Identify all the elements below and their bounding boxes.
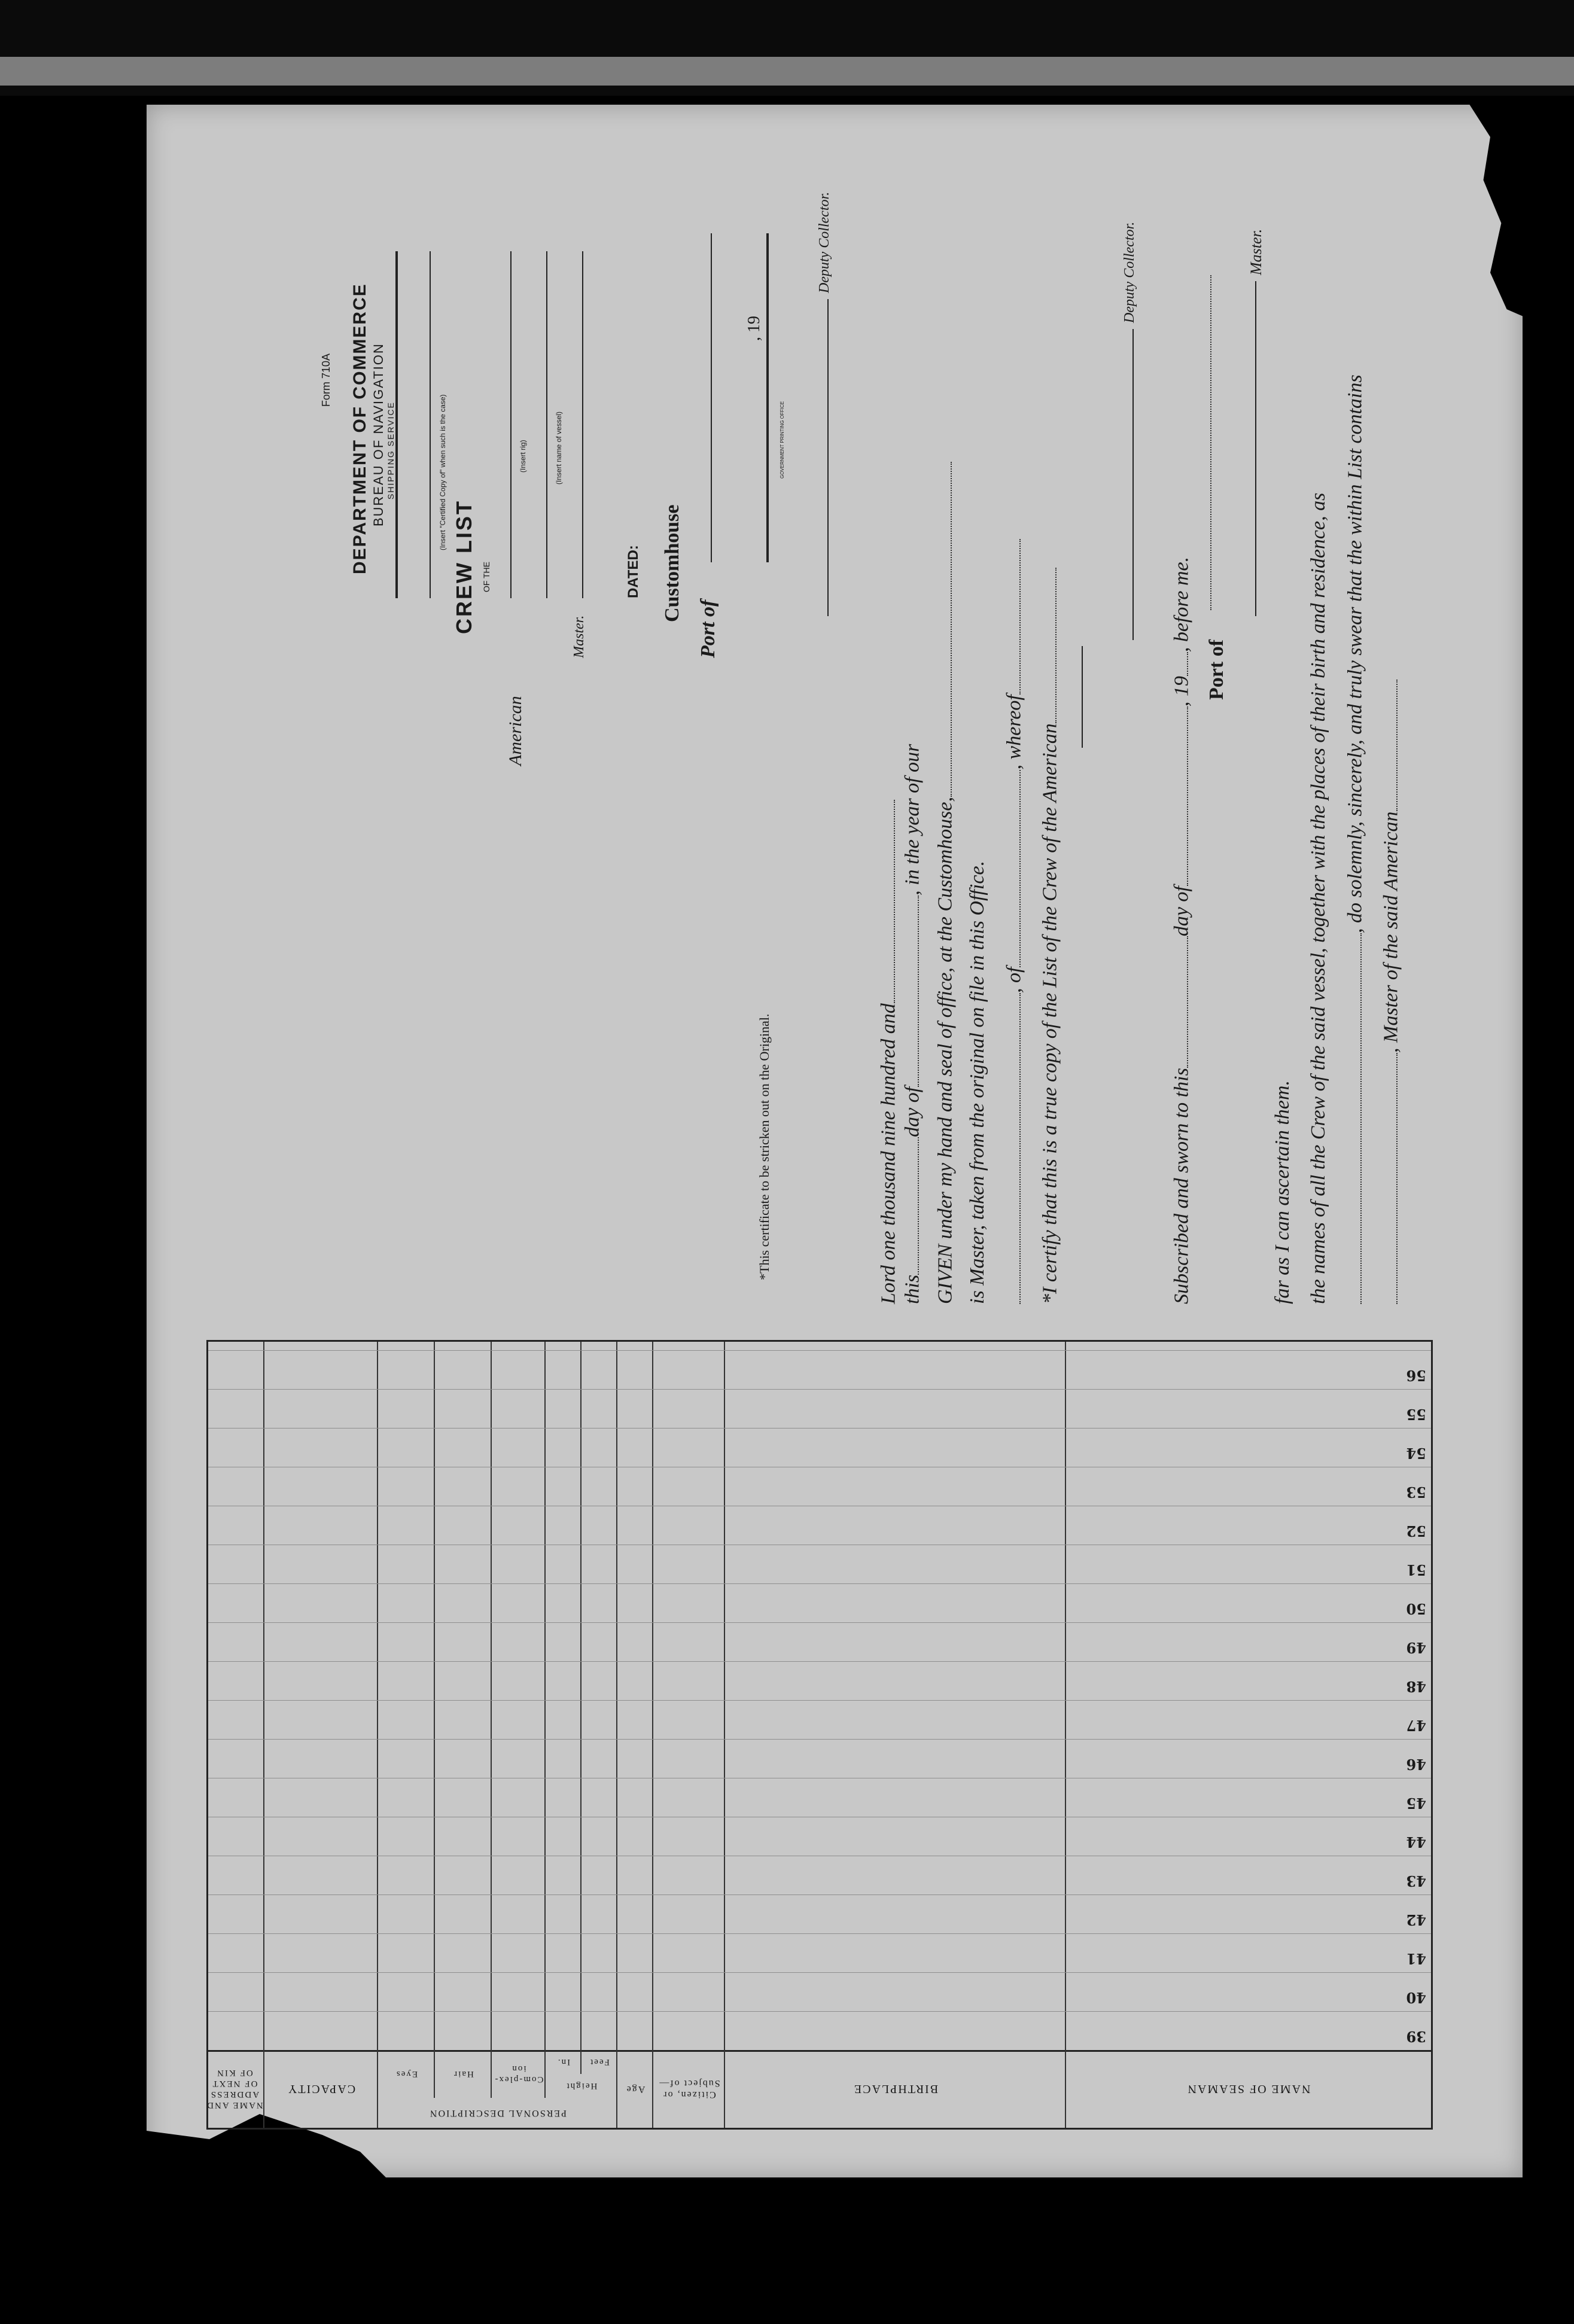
table-row <box>208 1583 1431 1622</box>
row-number: 40 <box>1406 1989 1426 2006</box>
label-port-of: Port of <box>697 599 719 658</box>
deputy-collector-label: Deputy Collector. <box>1122 221 1137 323</box>
lord-line: Lord one thousand nine hundred and <box>876 800 900 1304</box>
rotated-document <box>147 105 1523 2177</box>
row-number: 49 <box>1406 1639 1426 1656</box>
header-hair: Hair <box>453 2069 474 2079</box>
deputy-collector-label-2: Deputy Collector. <box>817 191 832 293</box>
oath-block <box>876 138 1415 1304</box>
row-number: 52 <box>1406 1522 1426 1540</box>
table-row <box>208 1856 1431 1894</box>
port-of-label: Port of <box>1205 639 1228 700</box>
row-number: 39 <box>1406 2028 1426 2045</box>
rig-note: (Insert rig) <box>519 440 527 473</box>
table-row <box>208 1350 1431 1389</box>
oath-line-2: , do solemnly, sincerely, and truly swear that the within List contains <box>1343 374 1367 1304</box>
certified-note: (Insert "Certified Copy of" when such is the case) <box>439 394 447 550</box>
row-number: 41 <box>1406 1950 1426 1967</box>
row-number: 42 <box>1406 1911 1426 1929</box>
scanner-edge <box>0 57 1574 86</box>
header-birthplace: BIRTHPLACE <box>853 2082 939 2095</box>
header-age: Age <box>625 2084 646 2094</box>
is-master-line: is Master, taken from the original on file in this Office. <box>966 860 988 1304</box>
port-of-blank <box>1210 275 1211 610</box>
deputy-signature-line-2 <box>827 299 829 616</box>
table-row <box>208 1700 1431 1739</box>
crew-table <box>206 1340 1433 2130</box>
table-row <box>208 1622 1431 1661</box>
lord-block <box>637 138 900 1304</box>
dated-label: DATED: <box>625 545 641 598</box>
separator-line <box>1082 646 1083 748</box>
row-number: 56 <box>1406 1367 1426 1384</box>
given-line: GIVEN under my hand and seal of office, at the Customhouse, <box>933 462 957 1304</box>
header-height-feet: Feet <box>589 2057 610 2067</box>
service-title: SHIPPING SERVICE <box>386 401 395 499</box>
row-number: 51 <box>1406 1561 1426 1579</box>
row-number: 43 <box>1406 1872 1426 1890</box>
table-row <box>208 1972 1431 2011</box>
footnote: *This certificate to be stricken out on the Original. <box>757 1013 772 1280</box>
master-label: Master. <box>1247 229 1265 275</box>
header-eyes: Eyes <box>395 2069 418 2079</box>
bureau-title: BUREAU OF NAVIGATION <box>371 343 386 526</box>
deputy-signature-line <box>1132 329 1134 640</box>
table-body <box>208 1342 1431 2050</box>
customhouse-label: Customhouse <box>661 504 683 622</box>
row-number: 46 <box>1406 1756 1426 1773</box>
oath-line-4: far as I can ascertain them. <box>1271 1080 1293 1304</box>
table-row <box>208 1506 1431 1545</box>
row-number: 55 <box>1406 1406 1426 1423</box>
of-whereof-line: , of, whereof <box>1002 539 1026 1304</box>
crew-list-title: CREW LIST <box>452 499 476 634</box>
subscribed-line: Subscribed and sworn to thisday of, 19, before me. <box>1170 556 1193 1304</box>
table-row <box>208 1428 1431 1467</box>
table-row <box>208 1817 1431 1856</box>
certify-line: *I certify that this is a true copy of the List of the Crew of the American <box>1038 568 1062 1304</box>
table-row <box>208 1778 1431 1817</box>
table-row <box>208 1389 1431 1428</box>
header-personal-description: PERSONAL DESCRIPTION <box>428 2107 567 2118</box>
table-row <box>208 1933 1431 1972</box>
table-header-row <box>208 2050 1431 2128</box>
department-title: DEPARTMENT OF COMMERCE <box>350 283 370 574</box>
header-next-of-kin: NAME AND ADDRESS OF NEXT OF KIN <box>206 2068 263 2110</box>
header-complexion: Com-plex-ion <box>494 2064 544 2084</box>
row-number: 54 <box>1406 1445 1426 1462</box>
table-row <box>208 1661 1431 1700</box>
label-year: , 19 <box>745 316 763 341</box>
table-row <box>208 1739 1431 1778</box>
table-row <box>208 1545 1431 1583</box>
header-height-in: In. <box>556 2057 571 2067</box>
header-name-of-seaman: NAME OF SEAMAN <box>1186 2082 1311 2095</box>
oath-line-3: the names of all the Crew of the said vessel, together with the places of their birth and residence, as <box>1307 492 1329 1304</box>
printing-office: GOVERNMENT PRINTING OFFICE <box>780 401 785 479</box>
row-number: 53 <box>1406 1484 1426 1501</box>
header-capacity: CAPACITY <box>287 2082 356 2095</box>
master-signature-line <box>1255 281 1256 616</box>
table-row <box>208 2011 1431 2050</box>
header-height: Height <box>565 2081 598 2091</box>
vessel-name-note: (Insert name of vessel) <box>555 411 563 485</box>
of-the: OF THE <box>482 561 491 592</box>
row-number: 45 <box>1406 1795 1426 1812</box>
cover-label-lower <box>278 120 785 658</box>
row-number: 47 <box>1406 1717 1426 1734</box>
port-blank <box>711 233 712 562</box>
lower-section <box>147 105 1523 1328</box>
row-number: 44 <box>1406 1833 1426 1851</box>
american-label: American <box>506 696 525 766</box>
table-row <box>208 1894 1431 1933</box>
header-citizen: Citizen, or Subject of— <box>658 2078 720 2100</box>
row-number: 48 <box>1406 1678 1426 1695</box>
bottom-rule <box>766 233 769 562</box>
table-row <box>208 1467 1431 1506</box>
form-number: Form 710A <box>320 353 332 407</box>
this-day-line: thisday of, in the year of our <box>901 744 924 1304</box>
label-master: Master. <box>571 615 587 658</box>
oath-line-1: , Master of the said American <box>1379 680 1403 1304</box>
row-number: 50 <box>1406 1600 1426 1618</box>
